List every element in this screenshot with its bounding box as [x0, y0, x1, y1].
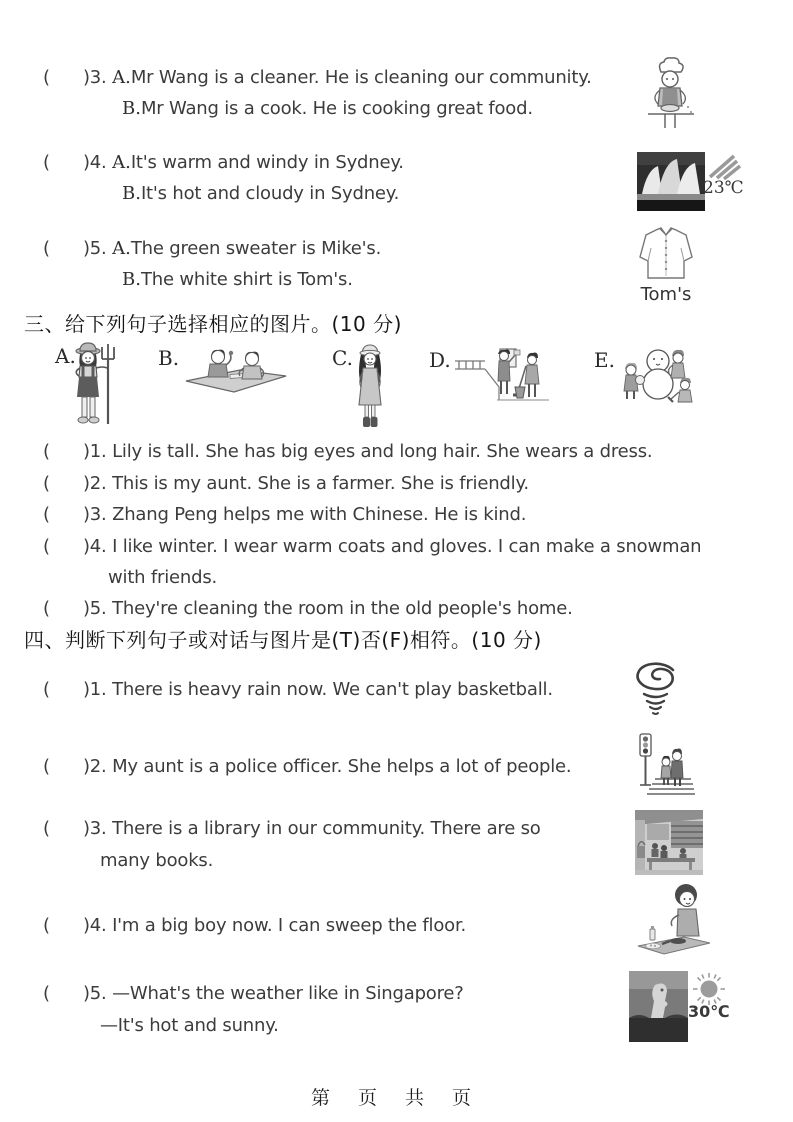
question-line — [43, 440, 652, 464]
boy-cooking-icon — [636, 882, 712, 962]
question-text: This is my aunt. She is a farmer. She is friendly. — [112, 473, 529, 494]
merlion-photo-icon — [629, 971, 688, 1042]
people-cleaning-icon — [453, 346, 551, 404]
answer-bracket: ( )1. — [43, 679, 113, 700]
cook-icon — [648, 57, 694, 135]
option-b-label: B. — [122, 183, 141, 204]
answer-bracket: ( )1. — [43, 441, 113, 462]
question-text: with friends. — [108, 567, 218, 588]
option-a-label: A. — [112, 238, 131, 259]
option-a-text: Mr Wang is a cleaner. He is cleaning our community. — [130, 67, 592, 88]
answer-bracket: ( )3. — [43, 818, 113, 839]
picture-label-b: B. — [158, 346, 180, 370]
question-line — [43, 678, 553, 702]
question-text: I'm a big boy now. I can sweep the floor. — [112, 915, 467, 936]
picture-label-a: A. — [55, 344, 76, 368]
question-line — [43, 597, 573, 621]
boy-cooking-image — [636, 882, 712, 962]
answer-bracket: ( )3. — [43, 67, 113, 88]
question-line — [43, 151, 404, 175]
option-b-label: B. — [122, 98, 141, 119]
question-line — [43, 237, 381, 261]
picture-label-d: D. — [429, 348, 451, 372]
library-photo-icon — [635, 810, 703, 875]
question-text: Zhang Peng helps me with Chinese. He is kind. — [112, 504, 527, 525]
question-line — [122, 268, 353, 292]
picture-e-snowman-image — [613, 347, 701, 406]
opera-house-icon — [637, 152, 705, 211]
shirt-caption: Tom's — [640, 284, 692, 305]
question-line-continuation — [100, 1014, 279, 1038]
question-line — [122, 182, 399, 206]
answer-bracket: ( )5. — [43, 598, 113, 619]
section-four-heading: 四、判断下列句子或对话与图片是(T)否(F)相符。(10 分) — [24, 628, 542, 652]
shirt-icon — [638, 226, 694, 284]
option-b-text: It's hot and cloudy in Sydney. — [140, 183, 400, 204]
traffic-light-image — [635, 733, 695, 797]
page-footer: 第 页 共 页 — [310, 1087, 483, 1109]
picture-label-e: E. — [594, 348, 615, 372]
sydney-opera-house-image — [637, 152, 705, 211]
temperature-label: 23℃ — [703, 178, 744, 198]
option-b-label: B. — [122, 269, 141, 290]
sun-icon — [692, 972, 726, 1006]
question-line — [43, 66, 592, 90]
option-b-text: The white shirt is Tom's. — [140, 269, 353, 290]
picture-d-cleaning-image — [453, 346, 551, 404]
answer-bracket: ( )2. — [43, 756, 113, 777]
windy-icon — [706, 150, 744, 180]
answer-bracket: ( )4. — [43, 915, 113, 936]
tornado-icon — [632, 661, 680, 718]
library-image — [635, 810, 703, 875]
question-text: I like winter. I wear warm coats and gloves. I can make a snowman — [112, 536, 702, 557]
question-line — [122, 97, 533, 121]
question-text: There is heavy rain now. We can't play basketball. — [112, 679, 553, 700]
answer-bracket: ( )3. — [43, 504, 113, 525]
question-text: —It's hot and sunny. — [100, 1015, 279, 1036]
tornado-icon — [632, 661, 680, 718]
question-text: My aunt is a police officer. She helps a lot of people. — [112, 756, 572, 777]
picture-c-girl-image — [350, 343, 390, 430]
answer-bracket: ( )4. — [43, 536, 113, 557]
question-text: —What's the weather like in Singapore? — [112, 983, 464, 1004]
answer-bracket: ( )2. — [43, 473, 113, 494]
question-line — [43, 982, 464, 1006]
option-a-text: It's warm and windy in Sydney. — [130, 152, 404, 173]
sun-icon — [692, 972, 726, 1006]
question-line-continuation — [108, 566, 217, 590]
snowman-icon — [613, 347, 701, 406]
question-line — [43, 503, 526, 527]
option-a-label: A. — [112, 67, 131, 88]
picture-a-farmer-image — [71, 341, 117, 428]
question-line — [43, 817, 541, 841]
question-text: many books. — [100, 850, 214, 871]
temperature-label: 30℃ — [688, 1002, 730, 1021]
answer-bracket: ( )5. — [43, 238, 113, 259]
question-line — [43, 472, 529, 496]
section-three-heading: 三、给下列句子选择相应的图片。(10 分) — [24, 312, 402, 336]
merlion-image — [629, 971, 688, 1042]
question-line — [43, 914, 466, 938]
windy-icon — [706, 150, 744, 180]
question-text: Lily is tall. She has big eyes and long hair. She wears a dress. — [112, 441, 653, 462]
answer-bracket: ( )5. — [43, 983, 113, 1004]
picture-label-c: C. — [332, 346, 353, 370]
boys-studying-icon — [182, 347, 290, 396]
question-text: They're cleaning the room in the old people's home. — [112, 598, 573, 619]
traffic-light-crossing-icon — [635, 733, 695, 797]
picture-b-homework-image — [182, 347, 290, 396]
question-text: There is a library in our community. There are so — [112, 818, 541, 839]
option-b-text: Mr Wang is a cook. He is cooking great food. — [140, 98, 533, 119]
question-line — [43, 755, 571, 779]
option-a-label: A. — [112, 152, 131, 173]
farmer-icon — [71, 341, 117, 428]
girl-icon — [350, 343, 390, 430]
question-line — [43, 535, 701, 559]
cook-image — [648, 57, 694, 135]
question-line-continuation — [100, 849, 213, 873]
answer-bracket: ( )4. — [43, 152, 113, 173]
shirt-image — [638, 226, 694, 284]
option-a-text: The green sweater is Mike's. — [130, 238, 382, 259]
